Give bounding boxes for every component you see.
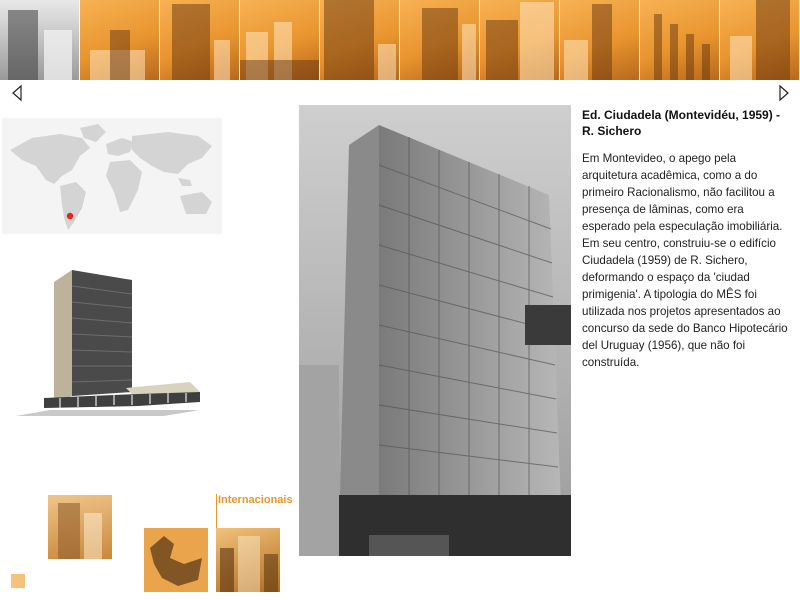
header-thumbnail-strip <box>0 0 800 80</box>
category-divider <box>216 494 217 528</box>
building-3d-model <box>14 266 204 421</box>
world-map <box>2 118 222 234</box>
thumbnail-1[interactable] <box>0 0 80 80</box>
building-description: Em Montevideo, o apego pela arquitetura acadêmica, como a do primeiro Racionalismo, não facilitou a presença de lâminas, como era esperado pela especulação imobiliária. Em seu centro, construiu-se o edifício Ciudadela (1959) de R. Sichero, deformando o espaço da 'ciudad primigenia'. A tipologia do MÊS foi utilizada nos projetos apresentados ao concurso da sede do Banco Hipotecário del Uruguay (1956), que não foi construída. <box>582 152 788 369</box>
related-thumbnail-2[interactable] <box>144 528 208 592</box>
thumbnail-8[interactable] <box>560 0 640 80</box>
thumbnail-10[interactable] <box>720 0 800 80</box>
thumbnail-2[interactable] <box>80 0 160 80</box>
location-marker <box>67 213 73 219</box>
thumbnail-4[interactable] <box>240 0 320 80</box>
building-title: Ed. Ciudadela (Montevidéu, 1959) - R. Sichero <box>582 108 781 138</box>
related-thumbnail-3[interactable] <box>216 528 280 592</box>
category-label[interactable]: Internacionais <box>218 494 293 506</box>
related-thumbnail-1[interactable] <box>48 495 112 559</box>
home-square-button[interactable] <box>11 574 25 588</box>
thumbnail-5[interactable] <box>320 0 400 80</box>
chevron-left-icon <box>10 84 24 102</box>
thumbnail-7[interactable] <box>480 0 560 80</box>
thumbnail-9[interactable] <box>640 0 720 80</box>
next-button[interactable] <box>777 84 791 102</box>
chevron-right-icon <box>777 84 791 102</box>
prev-button[interactable] <box>10 84 24 102</box>
thumbnail-6[interactable] <box>400 0 480 80</box>
thumbnail-3[interactable] <box>160 0 240 80</box>
building-photo <box>299 105 571 556</box>
